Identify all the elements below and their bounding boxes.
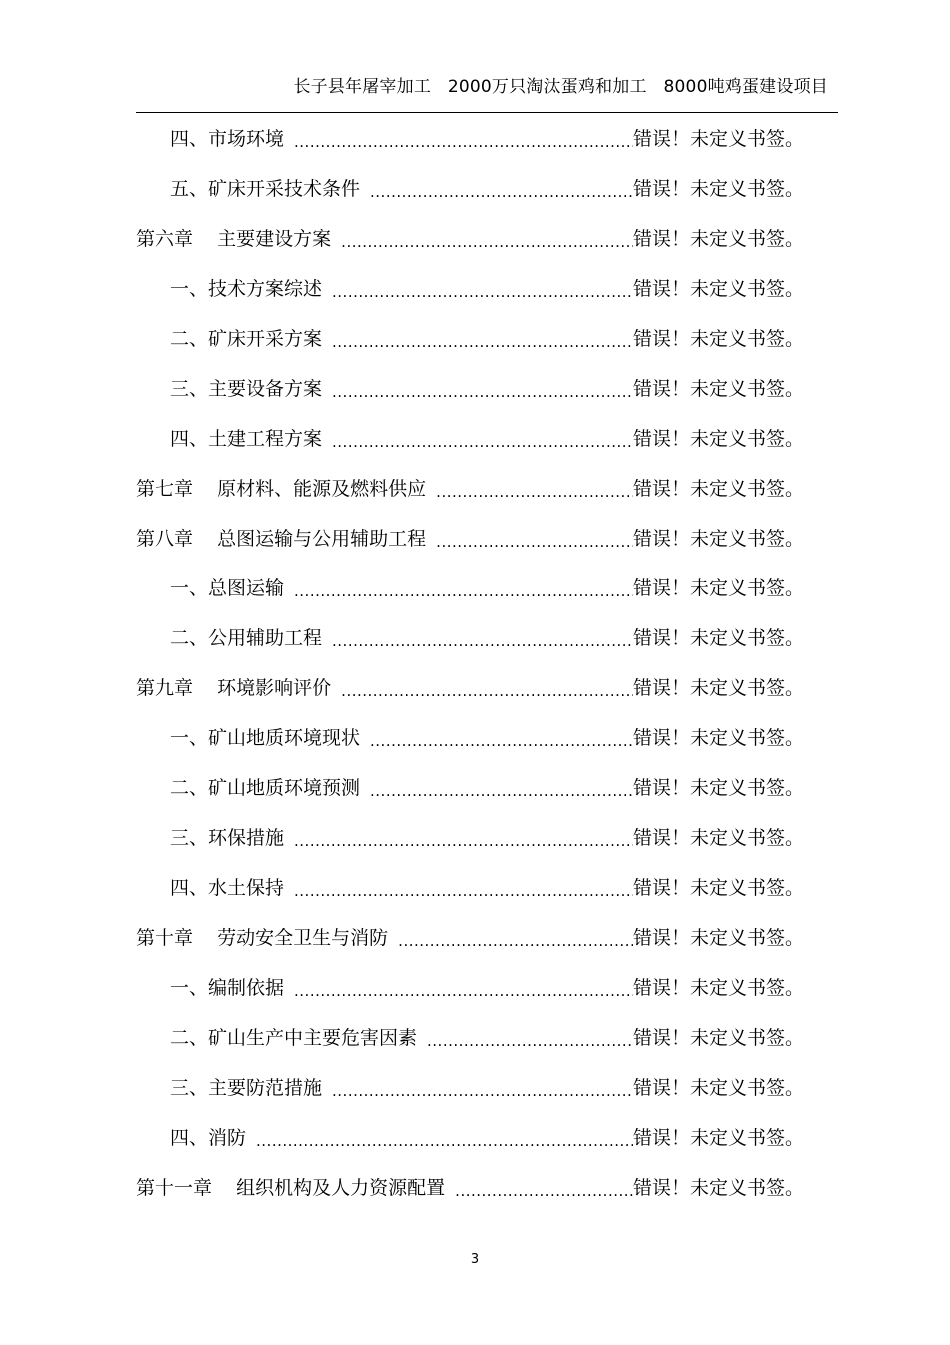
toc-section-entry[interactable] [136, 823, 804, 873]
toc-chapter-entry[interactable] [136, 224, 804, 274]
toc-entry-label: 四、水土保持 [170, 877, 285, 900]
toc-entry-reference: 错误！未定义书签。 [632, 877, 804, 900]
toc-dot-leader [294, 124, 633, 154]
toc-section-entry[interactable] [136, 623, 804, 673]
toc-entry-reference: 错误！未定义书签。 [632, 277, 804, 300]
toc-entry-label: 一、总图运输 [170, 577, 285, 600]
toc-entry-reference: 错误！未定义书签。 [632, 927, 804, 949]
toc-dot-leader [294, 873, 633, 903]
table-of-contents [136, 124, 804, 1223]
toc-entry-label: 第八章 总图运输与公用辅助工程 [136, 527, 427, 550]
toc-dot-leader [370, 174, 633, 204]
toc-dot-leader [294, 823, 633, 853]
toc-dot-leader [398, 923, 633, 953]
toc-section-entry[interactable] [136, 973, 804, 1023]
toc-entry-label: 第九章 环境影响评价 [136, 677, 332, 700]
toc-chapter-entry[interactable] [136, 474, 804, 524]
toc-section-entry[interactable] [136, 424, 804, 474]
toc-chapter-entry[interactable] [136, 673, 804, 723]
toc-section-entry[interactable] [136, 573, 804, 623]
toc-dot-leader [370, 773, 633, 803]
toc-section-entry[interactable] [136, 1123, 804, 1173]
header-title: 长子县年屠宰加工 2000万只淘汰蛋鸡和加工 8000吨鸡蛋建设项目 [293, 77, 828, 97]
toc-entry-reference: 错误！未定义书签。 [632, 527, 804, 550]
toc-entry-reference: 错误！未定义书签。 [632, 1026, 804, 1049]
toc-entry-label: 第十一章 组织机构及人力资源配置 [136, 1176, 446, 1199]
toc-dot-leader [256, 1123, 633, 1153]
toc-entry-reference: 错误！未定义书签。 [632, 827, 804, 850]
toc-entry-reference: 错误！未定义书签。 [632, 177, 804, 200]
toc-entry-label: 二、矿山地质环境预测 [170, 777, 361, 800]
toc-dot-leader [427, 1023, 633, 1053]
toc-entry-reference: 错误！未定义书签。 [632, 627, 804, 650]
toc-chapter-entry[interactable] [136, 524, 804, 574]
toc-dot-leader [455, 1173, 633, 1203]
toc-section-entry[interactable] [136, 174, 804, 224]
toc-entry-reference: 错误！未定义书签。 [632, 1076, 804, 1099]
toc-entry-label: 三、主要设备方案 [170, 377, 323, 400]
toc-dot-leader [294, 973, 633, 1003]
toc-chapter-entry[interactable] [136, 1173, 804, 1223]
toc-dot-leader [294, 573, 633, 603]
toc-entry-label: 二、矿山生产中主要危害因素 [170, 1026, 418, 1049]
toc-section-entry[interactable] [136, 274, 804, 324]
toc-chapter-entry[interactable] [136, 923, 804, 973]
toc-entry-reference: 错误！未定义书签。 [632, 128, 804, 150]
toc-entry-label: 一、矿山地质环境现状 [170, 727, 361, 750]
toc-entry-reference: 错误！未定义书签。 [632, 577, 804, 600]
toc-dot-leader [332, 424, 633, 454]
toc-entry-label: 第七章 原材料、能源及燃料供应 [136, 477, 427, 500]
toc-entry-label: 四、市场环境 [170, 128, 285, 150]
toc-dot-leader [332, 374, 633, 404]
page-header [136, 70, 838, 110]
toc-entry-label: 第六章 主要建设方案 [136, 227, 332, 250]
toc-entry-reference: 错误！未定义书签。 [632, 777, 804, 800]
toc-entry-label: 第十章 劳动安全卫生与消防 [136, 927, 389, 949]
toc-section-entry[interactable] [136, 773, 804, 823]
toc-section-entry[interactable] [136, 723, 804, 773]
toc-section-entry[interactable] [136, 1023, 804, 1073]
header-divider [136, 112, 838, 113]
toc-section-entry[interactable] [136, 1073, 804, 1123]
toc-entry-label: 一、技术方案综述 [170, 277, 323, 300]
toc-entry-reference: 错误！未定义书签。 [632, 1176, 804, 1199]
toc-entry-label: 三、主要防范措施 [170, 1076, 323, 1099]
page-number: 3 [470, 1252, 480, 1267]
toc-entry-reference: 错误！未定义书签。 [632, 677, 804, 700]
toc-dot-leader [332, 324, 633, 354]
toc-entry-label: 二、矿床开采方案 [170, 327, 323, 350]
toc-entry-reference: 错误！未定义书签。 [632, 477, 804, 500]
toc-entry-reference: 错误！未定义书签。 [632, 227, 804, 250]
toc-entry-reference: 错误！未定义书签。 [632, 976, 804, 999]
toc-entry-label: 三、环保措施 [170, 827, 285, 850]
toc-entry-label: 二、公用辅助工程 [170, 627, 323, 650]
toc-section-entry[interactable] [136, 873, 804, 923]
toc-entry-reference: 错误！未定义书签。 [632, 427, 804, 450]
toc-entry-label: 五、矿床开采技术条件 [170, 177, 361, 200]
toc-entry-reference: 错误！未定义书签。 [632, 327, 804, 350]
toc-dot-leader [370, 723, 633, 753]
toc-entry-label: 四、消防 [170, 1126, 247, 1149]
toc-dot-leader [436, 474, 633, 504]
toc-section-entry[interactable] [136, 374, 804, 424]
toc-dot-leader [332, 623, 633, 653]
toc-section-entry[interactable] [136, 124, 804, 174]
toc-dot-leader [341, 224, 633, 254]
toc-entry-reference: 错误！未定义书签。 [632, 377, 804, 400]
toc-dot-leader [332, 274, 633, 304]
toc-dot-leader [341, 673, 633, 703]
toc-entry-label: 一、编制依据 [170, 976, 285, 999]
toc-section-entry[interactable] [136, 324, 804, 374]
toc-dot-leader [436, 524, 633, 554]
toc-entry-label: 四、土建工程方案 [170, 427, 323, 450]
toc-entry-reference: 错误！未定义书签。 [632, 727, 804, 750]
toc-dot-leader [332, 1073, 633, 1103]
toc-entry-reference: 错误！未定义书签。 [632, 1126, 804, 1149]
